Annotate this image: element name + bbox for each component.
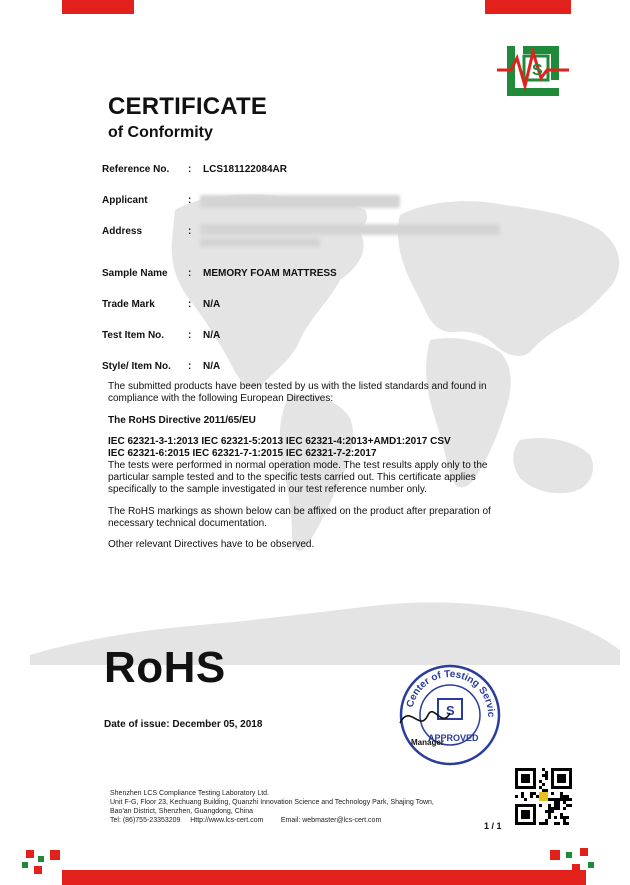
sample-name-label: Sample Name: [102, 268, 168, 279]
lcs-logo: [497, 42, 569, 106]
stamp-inner-letter: S: [446, 703, 455, 718]
style-item-value: N/A: [203, 361, 221, 372]
tests-line-2: particular sample tested and to the specific tests carried out. This certificate applies: [108, 472, 476, 483]
qr-code-icon: [515, 768, 572, 825]
sample-name-value: MEMORY FOAM MATTRESS: [203, 268, 337, 279]
markings-line-2: necessary technical documentation.: [108, 518, 267, 529]
reference-value: LCS181122084AR: [203, 164, 287, 175]
deco-square: [50, 850, 60, 860]
deco-square: [34, 866, 42, 874]
certificate-subtitle: of Conformity: [108, 124, 213, 141]
style-item-label: Style/ Item No.: [102, 361, 171, 372]
bottom-red-bar: [62, 870, 586, 885]
colon: :: [188, 226, 192, 237]
tests-line-3: specifically to the sample investigated in our test reference number only.: [108, 484, 427, 495]
top-red-bar-left: [62, 0, 134, 14]
footer-web[interactable]: Http://www.lcs-cert.com: [190, 817, 264, 824]
address-label: Address: [102, 226, 143, 237]
markings-line-1: The RoHS markings as shown below can be affixed on the product after preparation of: [108, 506, 491, 517]
deco-square: [550, 850, 560, 860]
footer-company: Shenzhen LCS Compliance Testing Laboratory Ltd.: [110, 790, 270, 797]
tests-line-1: The tests were performed in normal operation mode. The test results apply only to the: [108, 460, 488, 471]
applicant-redacted: [200, 195, 400, 208]
intro-line-1: The submitted products have been tested by us with the listed standards and found in: [108, 381, 487, 392]
directive: The RoHS Directive 2011/65/EU: [108, 415, 256, 426]
footer-address: [110, 789, 434, 825]
deco-square: [580, 848, 588, 856]
footer-address-line: Unit F-G, Floor 23, Kechuang Building, Quanzhi Innovation Science and Technology Park, Shajing Town,: [110, 799, 434, 806]
address-redacted-line2: [200, 238, 320, 247]
reference-label: Reference No.: [102, 164, 170, 175]
deco-square: [566, 852, 572, 858]
colon: :: [188, 195, 192, 206]
rohs-mark: RoHS: [104, 643, 226, 692]
approval-stamp: [398, 663, 502, 767]
trade-mark-value: N/A: [203, 299, 221, 310]
certificate-title: CERTIFICATE: [108, 93, 268, 120]
footer-district: Bao'an District, Shenzhen, Guangdong, China: [110, 808, 253, 815]
colon: :: [188, 330, 192, 341]
deco-square: [22, 862, 28, 868]
intro-line-2: compliance with the following European Directives:: [108, 393, 334, 404]
test-item-value: N/A: [203, 330, 221, 341]
stamp-ring-text: Center of Testing Servic: [404, 668, 497, 718]
applicant-label: Applicant: [102, 195, 148, 206]
manager-label: Manager: [411, 738, 444, 747]
standards-line-1: IEC 62321-3-1:2013 IEC 62321-5:2013 IEC 62321-4:2013+AMD1:2017 CSV: [108, 436, 451, 447]
stamp-seal-icon: [398, 663, 502, 767]
top-red-bar-right: [485, 0, 571, 14]
date-of-issue: Date of issue: December 05, 2018: [104, 719, 263, 730]
logo-letter: S: [532, 62, 543, 79]
deco-square: [588, 862, 594, 868]
footer-contact: [110, 816, 434, 825]
address-redacted-line1: [200, 224, 500, 235]
standards-line-2: IEC 62321-6:2015 IEC 62321-7-1:2015 IEC 62321-7-2:2017: [108, 448, 377, 459]
colon: :: [188, 164, 192, 175]
footer-email[interactable]: Email: webmaster@lcs-cert.com: [280, 817, 382, 824]
colon: :: [188, 361, 192, 372]
test-item-label: Test Item No.: [102, 330, 165, 341]
page-number: 1 / 1: [484, 821, 502, 831]
stamp-approved-text: APPROVED: [428, 733, 479, 743]
deco-square: [38, 856, 44, 862]
signature-scribble: [400, 712, 450, 723]
qr-code[interactable]: [515, 768, 572, 825]
deco-square: [26, 850, 34, 858]
trade-mark-label: Trade Mark: [102, 299, 155, 310]
lcs-logo-icon: [497, 42, 569, 106]
footer-tel: Tel: (86)755-23353209: [110, 817, 181, 824]
colon: :: [188, 268, 192, 279]
colon: :: [188, 299, 192, 310]
other-directives: Other relevant Directives have to be observed.: [108, 539, 315, 550]
